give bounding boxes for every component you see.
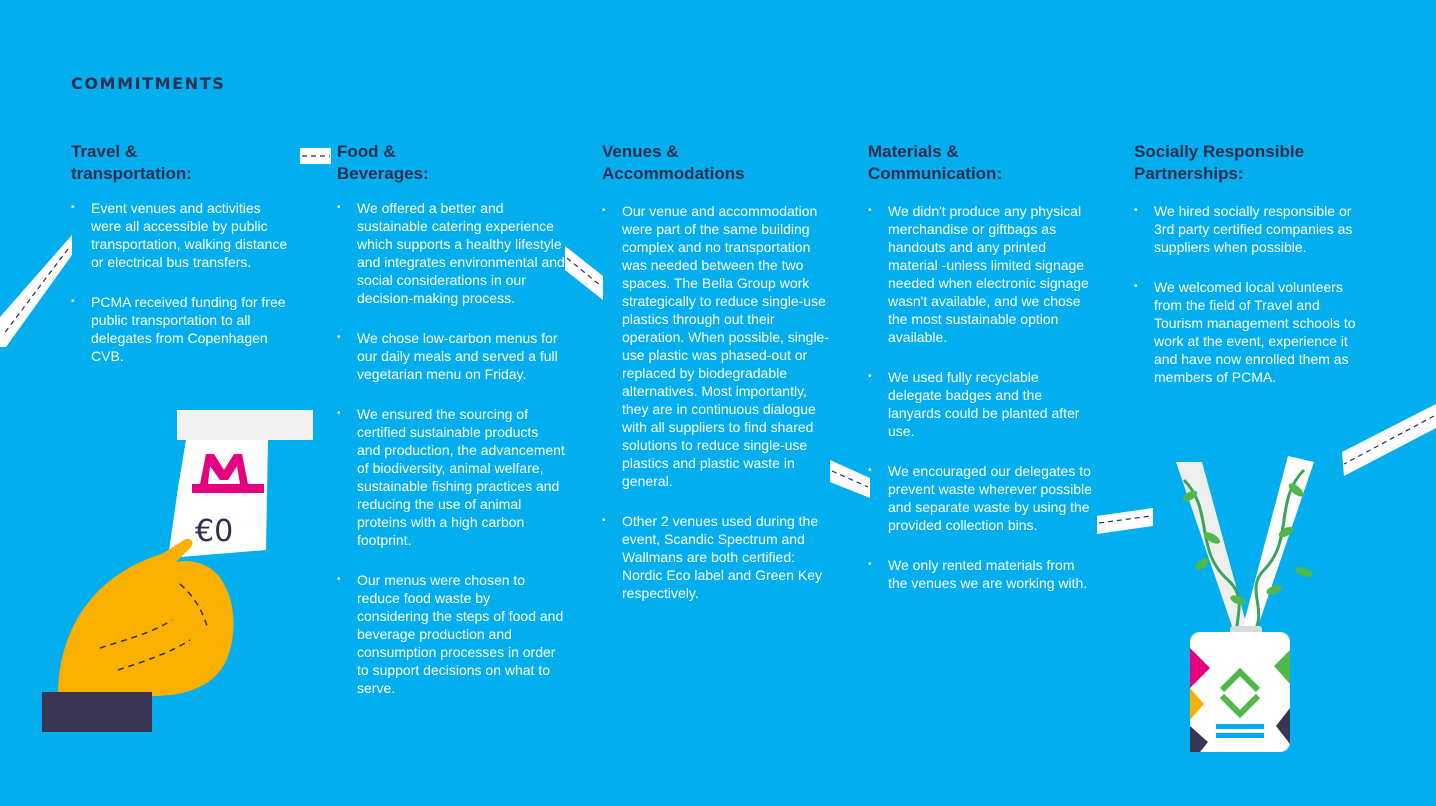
list-item: • Our venue and accommodation were part of the same building complex and no transportation was needed between the two spaces. The Bella Group work strategically to reduce single-use plastics through out their operation. When possible, single-use plastic was phased-out or replaced by biodegradable alternatives. Most importantly, they are in continuous dialogue with all suppliers to find shared solutions to reduce single-use plastics and plastic waste in general. — [602, 202, 830, 490]
column-travel — [71, 141, 293, 365]
list-item: • PCMA received funding for free public transportation to all delegates from Copenhagen CVB. — [71, 293, 293, 365]
list-item: • Other 2 venues used during the event, Scandic Spectrum and Wallmans are both certified: Nordic Eco label and Green Key respectively. — [602, 512, 830, 602]
bullet-list — [71, 199, 293, 365]
column-food — [337, 141, 565, 697]
list-item: • We ensured the sourcing of certified sustainable products and production, the advancement of biodiversity, animal welfare, sustainable fishing practices and reducing the use of animal proteins with a high carbon footprint. — [337, 405, 565, 549]
column-title — [71, 141, 293, 185]
column-title — [337, 141, 565, 185]
list-item: • We offered a better and sustainable catering experience which supports a healthy lifestyle and integrates environmental and social considerations in our decision-making process. — [337, 199, 565, 307]
list-item: • We welcomed local volunteers from the field of Travel and Tourism management schools to work at the event, experience it and have now enrolled them as members of PCMA. — [1134, 278, 1360, 386]
ribbon-right-decoration — [1342, 404, 1436, 476]
list-item: • We only rented materials from the venues we are working with. — [868, 556, 1096, 592]
column-title — [868, 141, 1096, 185]
column-title-line: Materials & — [868, 142, 959, 161]
column-materials — [868, 141, 1096, 592]
bullet-list — [337, 199, 565, 697]
column-venues — [602, 141, 830, 602]
ribbon-venues-decoration — [565, 246, 603, 300]
column-title-line: transportation: — [71, 164, 192, 183]
list-item: • We hired socially responsible or 3rd party certified companies as suppliers when possible. — [1134, 202, 1360, 256]
ribbon-left-decoration — [0, 235, 72, 347]
column-title-line: Beverages: — [337, 164, 429, 183]
page-title: COMMITMENTS — [71, 74, 226, 93]
list-item: • Our menus were chosen to reduce food waste by considering the steps of food and beverage production and consumption processes in order to support decisions on what to serve. — [337, 571, 565, 697]
bullet-list — [602, 202, 830, 602]
list-item: • We encouraged our delegates to prevent waste wherever possible and separate waste by using the provided collection bins. — [868, 462, 1096, 534]
column-title-line: Travel & — [71, 142, 138, 161]
receipt-amount: €0 — [195, 514, 234, 549]
column-title-line: Socially Responsible — [1134, 142, 1305, 161]
bullet-list — [868, 202, 1096, 592]
list-item: • We didn't produce any physical merchandise or giftbags as handouts and any printed material -unless limited signage needed when electronic signage wasn't available, and we chose the most sustainable option available. — [868, 202, 1096, 346]
list-item: • We chose low-carbon menus for our daily meals and served a full vegetarian menu on Friday. — [337, 329, 565, 383]
column-title — [1134, 141, 1360, 185]
badge-illustration — [1164, 440, 1332, 758]
column-title-line: Accommodations — [602, 164, 745, 183]
hand-receipt-illustration — [40, 408, 316, 738]
column-title-line: Food & — [337, 142, 396, 161]
column-partnerships — [1134, 141, 1360, 386]
ribbon-materials-decoration — [830, 460, 870, 500]
column-title-line: Partnerships: — [1134, 164, 1244, 183]
ribbon-food-decoration — [300, 146, 332, 166]
column-title-line: Venues & — [602, 142, 679, 161]
ribbon-partnerships-decoration — [1097, 508, 1153, 534]
column-title-line: Communication: — [868, 164, 1003, 183]
list-item: • We used fully recyclable delegate badges and the lanyards could be planted after use. — [868, 368, 1096, 440]
bullet-list — [1134, 202, 1360, 386]
column-title — [602, 141, 830, 185]
list-item: • Event venues and activities were all accessible by public transportation, walking distance or electrical bus transfers. — [71, 199, 293, 271]
